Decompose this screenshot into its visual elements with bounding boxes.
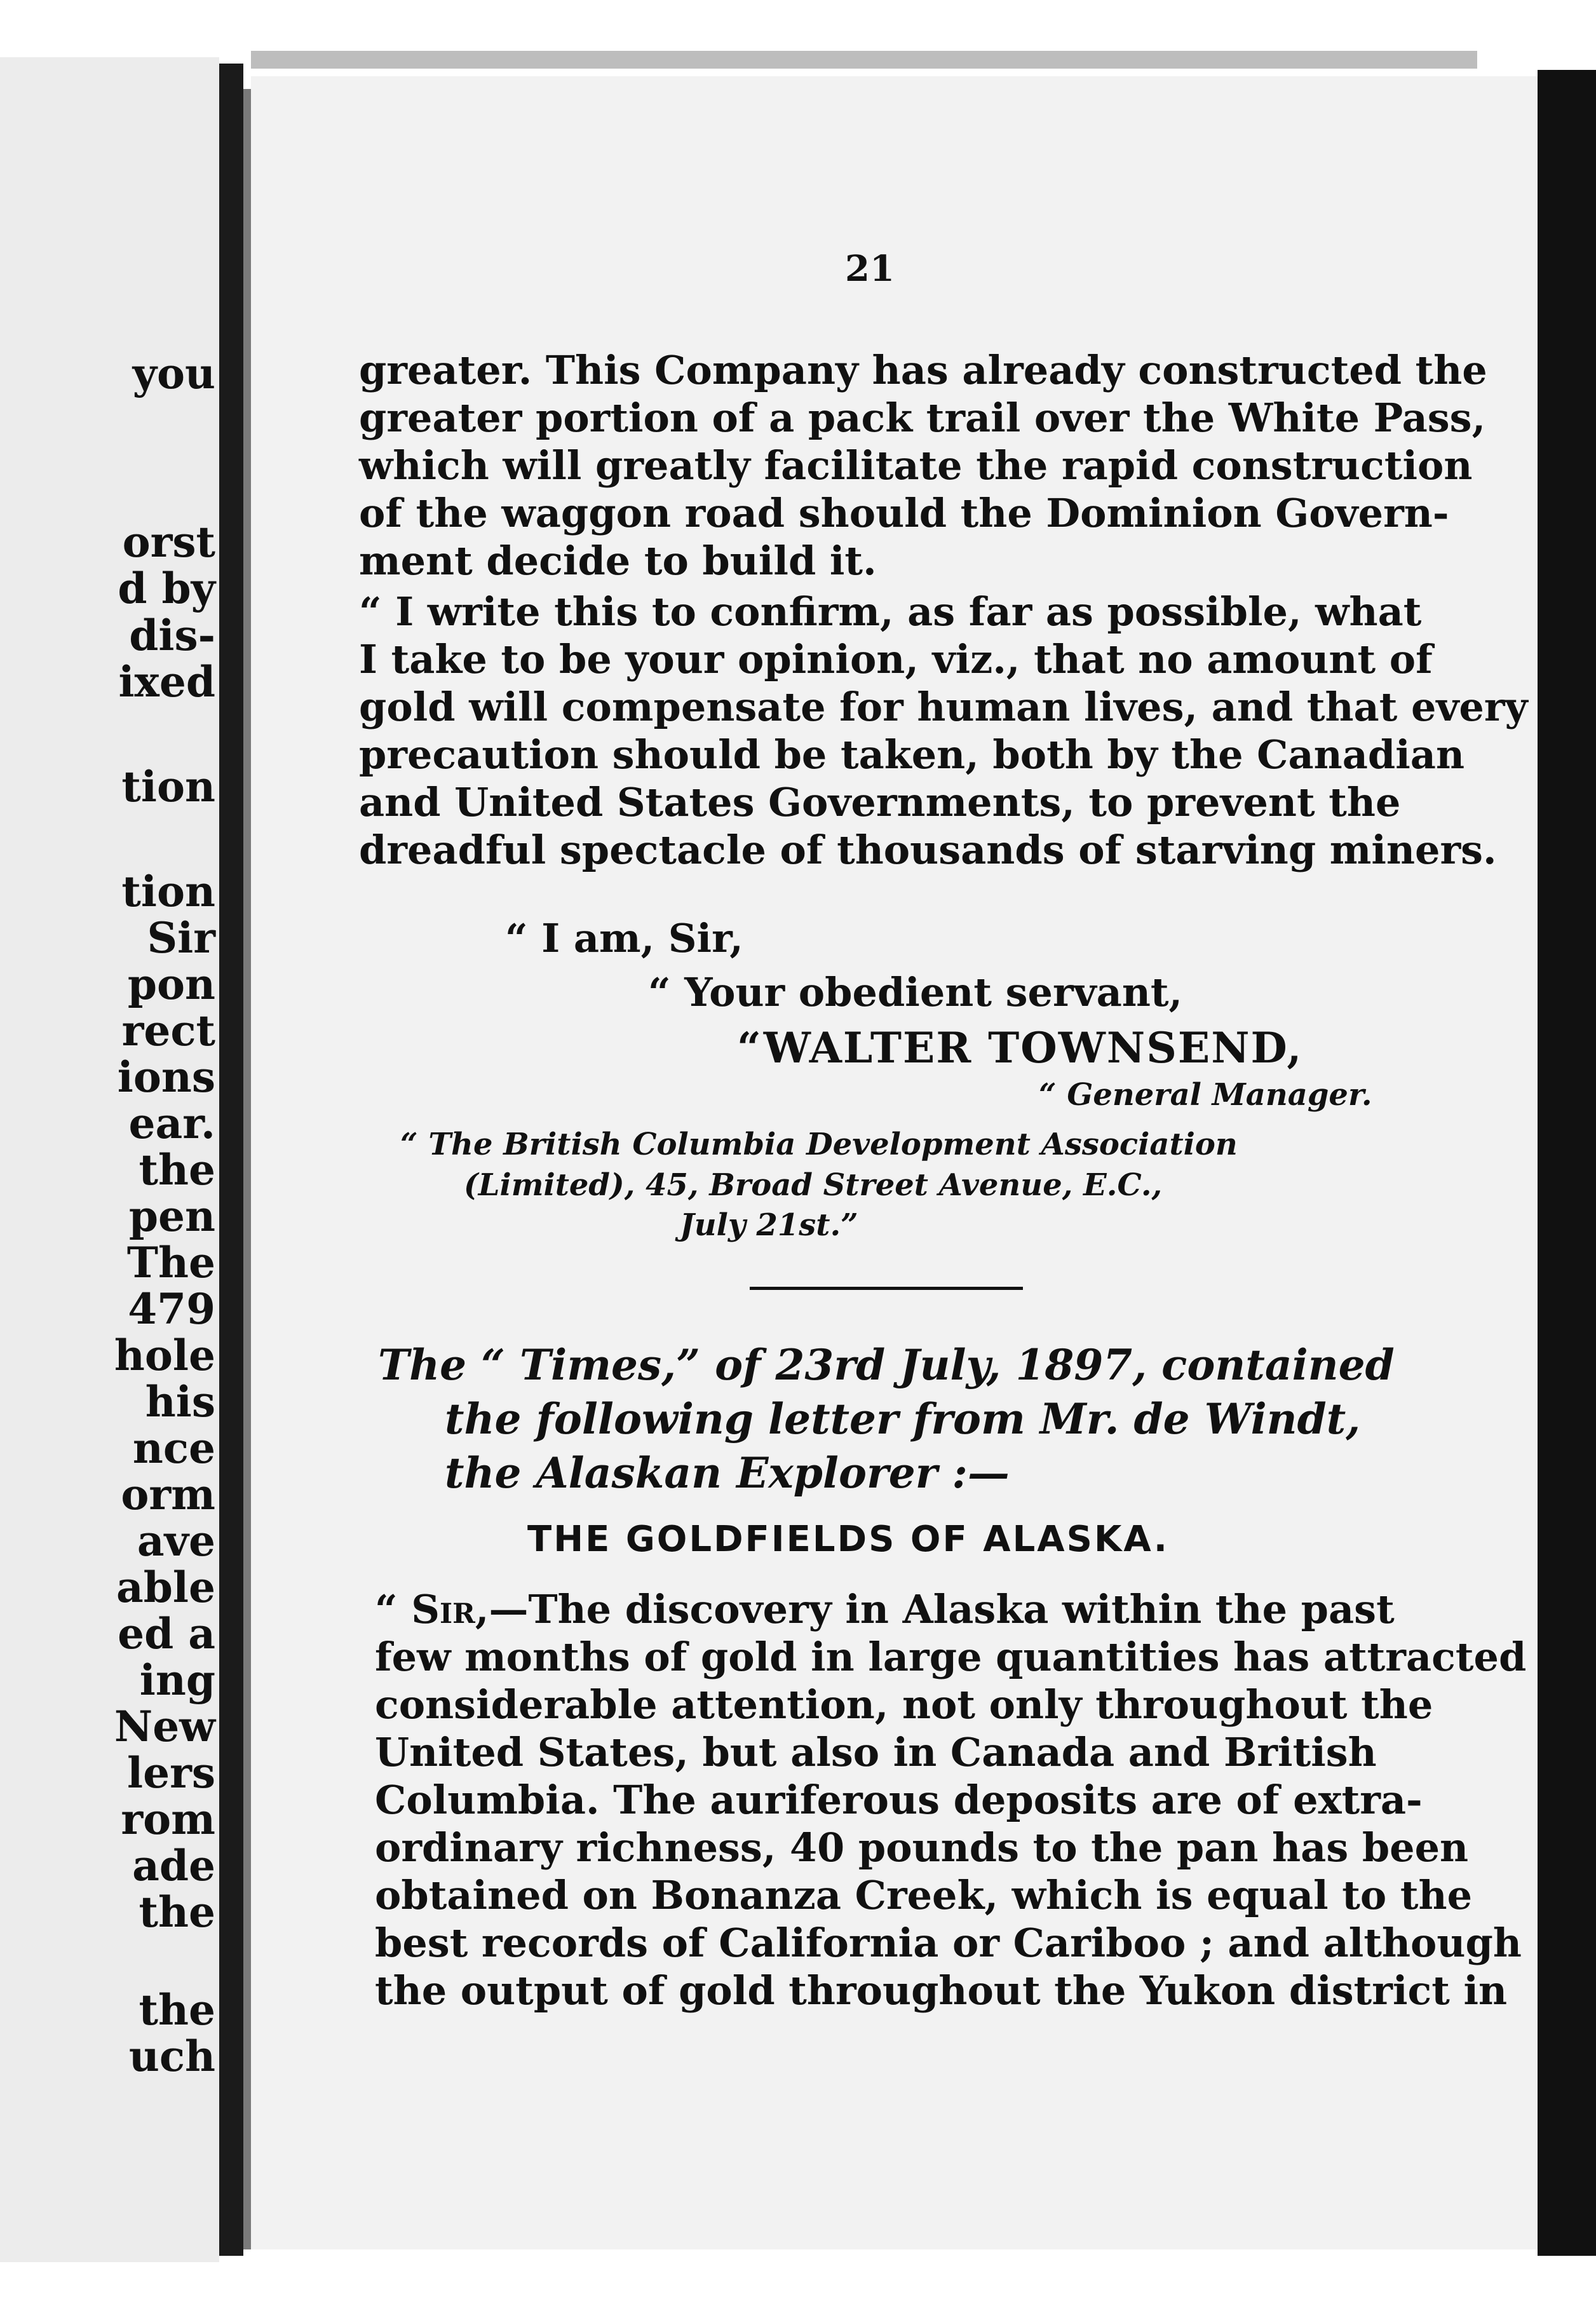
text-line: gold will compensate for human lives, and that every [359, 684, 1528, 730]
left-fragment: the [139, 1985, 215, 2035]
section-divider [750, 1287, 1023, 1290]
text-line: considerable attention, not only throughout the [375, 1681, 1433, 1728]
address-date: July 21st.” [680, 1207, 858, 1243]
left-fragment: rect [121, 1006, 215, 1055]
left-fragment: able [116, 1563, 215, 1612]
section-heading: THE GOLDFIELDS OF ALASKA. [527, 1519, 1169, 1560]
left-fragment: 479 [128, 1284, 215, 1334]
text-line: few months of gold in large quantities has attracted [375, 1634, 1527, 1680]
left-fragment: ions [117, 1052, 215, 1102]
salutation: Sir, [411, 1586, 489, 1632]
paragraph [359, 346, 1487, 585]
left-fragment: d by [118, 564, 215, 613]
left-fragment: his [145, 1377, 215, 1427]
left-fragment: nce [132, 1423, 215, 1473]
text-line: ment decide to build it. [359, 538, 877, 584]
left-fragment: orst [122, 517, 215, 567]
letter-body [375, 1585, 1527, 2014]
text-line: I take to be your opinion, viz., that no amount of [359, 636, 1433, 682]
page-right-shadow [1538, 70, 1596, 2256]
left-fragment: rom [121, 1794, 215, 1844]
intro-line: The “ Times,” of 23rd July, 1897, contained [378, 1340, 1395, 1390]
left-fragment: uch [128, 2032, 215, 2081]
signature-title: “ General Manager. [1039, 1077, 1372, 1113]
left-fragment: The [126, 1238, 215, 1287]
left-facing-page [0, 57, 219, 2262]
left-fragment: tion [121, 867, 215, 916]
left-fragment: the [139, 1887, 215, 1937]
text-line: greater. This Company has already constructed the [359, 347, 1487, 393]
text-line: “ I write this to confirm, as far as possible, what [359, 588, 1422, 635]
text-line: United States, but also in Canada and British [375, 1729, 1377, 1775]
signature-name: “WALTER TOWNSEND, [737, 1023, 1303, 1073]
left-fragment: you [132, 349, 215, 398]
text-line: obtained on Bonanza Creek, which is equal to the [375, 1872, 1473, 1918]
text-line: of the waggon road should the Dominion Govern- [359, 490, 1449, 536]
left-fragment: the [139, 1145, 215, 1195]
text-fragment: —The discovery in Alaska within the past [489, 1586, 1395, 1632]
text-line: ordinary richness, 40 pounds to the pan has been [375, 1824, 1469, 1871]
left-fragment: dis- [129, 611, 215, 660]
book-gutter [219, 64, 243, 2256]
closing-servant: “ Your obedient servant, [648, 969, 1183, 1015]
text-line: best records of California or Cariboo ; and although [375, 1920, 1522, 1966]
address-line: “ The British Columbia Development Association [400, 1127, 1238, 1162]
left-fragment: lers [127, 1748, 215, 1798]
gutter-edge [243, 89, 251, 2249]
text-line: which will greatly facilitate the rapid construction [359, 442, 1473, 489]
text-line: greater portion of a pack trail over the White Pass, [359, 395, 1486, 441]
left-fragment: ade [132, 1841, 215, 1890]
closing-salutation: “ I am, Sir, [505, 915, 743, 961]
text-line: dreadful spectacle of thousands of starving miners. [359, 827, 1497, 873]
left-fragment: hole [114, 1331, 215, 1380]
text-line: precaution should be taken, both by the Canadian [359, 731, 1465, 778]
paragraph [359, 588, 1528, 874]
text-line: the output of gold throughout the Yukon district in [375, 1967, 1508, 2014]
intro-line: the following letter from Mr. de Windt, [445, 1394, 1361, 1444]
address-line: (Limited), 45, Broad Street Avenue, E.C., [464, 1167, 1163, 1203]
left-fragment: ing [139, 1655, 215, 1705]
page-number: 21 [845, 248, 895, 290]
left-fragment: tion [121, 762, 215, 811]
left-fragment: ed a [118, 1609, 215, 1658]
left-fragment: Sir [147, 913, 215, 963]
left-fragment: pon [127, 960, 215, 1009]
left-fragment: New [114, 1702, 215, 1751]
left-fragment: pen [128, 1191, 215, 1241]
text-line: “ Sir,—The discovery in Alaska within the past [375, 1586, 1395, 1632]
left-fragment: ear. [128, 1099, 215, 1148]
left-fragment: ave [137, 1516, 215, 1566]
left-fragment: orm [121, 1470, 215, 1519]
text-line: Columbia. The auriferous deposits are of extra- [375, 1777, 1423, 1823]
left-fragment: ixed [118, 657, 215, 707]
intro-line: the Alaskan Explorer :— [445, 1448, 1010, 1498]
text-line: and United States Governments, to prevent the [359, 779, 1401, 825]
page-top-edge [251, 51, 1477, 69]
